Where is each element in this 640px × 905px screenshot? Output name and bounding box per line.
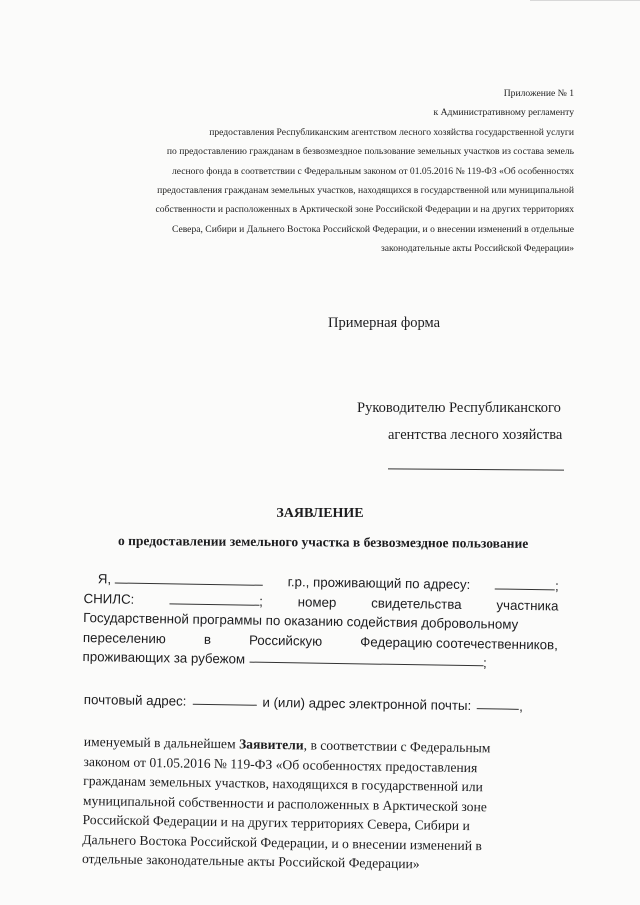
text: почтовый адрес: bbox=[83, 691, 187, 709]
appendix-line: предоставления Республиканским агентством лесного хозяйства государственной услуги bbox=[209, 126, 574, 138]
appendix-line: к Административному регламенту bbox=[433, 107, 574, 119]
document-title: ЗАЯВЛЕНИЕ bbox=[276, 506, 364, 521]
name-blank[interactable] bbox=[115, 570, 263, 585]
text: , в соответствии с Федеральным bbox=[303, 737, 491, 756]
snils-blank[interactable] bbox=[169, 591, 259, 605]
applicants-term: Заявители bbox=[238, 736, 304, 753]
text: отдельные законодательные акты Российской Федерации» bbox=[81, 850, 420, 872]
text: участника bbox=[496, 596, 559, 613]
text: Я, bbox=[97, 571, 112, 587]
address-blank[interactable] bbox=[495, 576, 555, 590]
page-edge bbox=[530, 0, 640, 5]
document-subtitle: о предоставлении земельного участка в безвозмездное пользование bbox=[117, 533, 529, 551]
text: муниципальной собственности и расположенных в Арктической зоне bbox=[82, 792, 487, 814]
appendix-line: лесного фонда в соответствии с Федеральным законом от 01.05.2016 № 119-ФЗ «Об особенностях bbox=[171, 165, 574, 177]
appendix-line: предоставления гражданам земельных участков, находящихся в государственной или муниципальной bbox=[157, 185, 574, 197]
postal-address-blank[interactable] bbox=[192, 692, 256, 706]
text: Российскую bbox=[248, 632, 323, 649]
addressee-line-2: агентства лесного хозяйства bbox=[388, 427, 563, 443]
contact-paragraph bbox=[84, 690, 559, 717]
text: в bbox=[203, 631, 212, 647]
text: , bbox=[519, 698, 524, 714]
appendix-line: собственности и расположенных в Арктической зоне Российской Федерации и на других территориях bbox=[155, 204, 574, 216]
text: и (или) адрес электронной почты: bbox=[262, 694, 472, 714]
certificate-number-blank[interactable] bbox=[249, 650, 483, 667]
addressee-signature-line bbox=[388, 468, 564, 470]
appendix-header bbox=[110, 84, 574, 259]
text: Федерацию соотечественников, bbox=[360, 633, 558, 652]
text: ; bbox=[259, 593, 263, 609]
text: ; bbox=[482, 655, 487, 671]
appendix-line: законодательные акты Российской Федерации» bbox=[380, 243, 574, 255]
form-label: Примерная форма bbox=[328, 315, 441, 331]
text: переселению bbox=[82, 629, 166, 646]
text: СНИЛС: bbox=[83, 590, 135, 607]
appendix-line: Севера, Сибири и Дальнего Востока Российской Федерации, и о внесении изменений в отдельные bbox=[171, 223, 574, 235]
text: именуемый в дальнейшем bbox=[83, 733, 236, 752]
text: Дальнего Востока Российской Федерации, и о внесении изменений в bbox=[82, 831, 482, 853]
text: свидетельства bbox=[371, 595, 462, 612]
text: проживающих за рубежом bbox=[82, 648, 246, 667]
appendix-line: Приложение № 1 bbox=[503, 88, 574, 99]
text: Российской Федерации и на других территориях Севера, Сибири и bbox=[82, 811, 470, 834]
text: Государственной программы по оказанию содействия добровольному bbox=[83, 609, 519, 632]
applicant-legal-paragraph bbox=[82, 732, 559, 876]
text: гражданам земельных участков, находящихся в государственной или bbox=[83, 772, 483, 795]
text: г.р., проживающий по адресу: bbox=[287, 574, 471, 593]
email-blank[interactable] bbox=[477, 696, 519, 710]
applicant-paragraph bbox=[82, 569, 558, 674]
text: номер bbox=[297, 593, 337, 610]
addressee-line-1: Руководителю Республиканского bbox=[357, 400, 561, 416]
text: законом от 01.05.2016 № 119-ФЗ «Об особенностях предоставления bbox=[83, 753, 478, 775]
text: ; bbox=[554, 578, 559, 594]
appendix-line: по предоставлению гражданам в безвозмездное пользование земельных участков из состава земель bbox=[166, 146, 574, 158]
